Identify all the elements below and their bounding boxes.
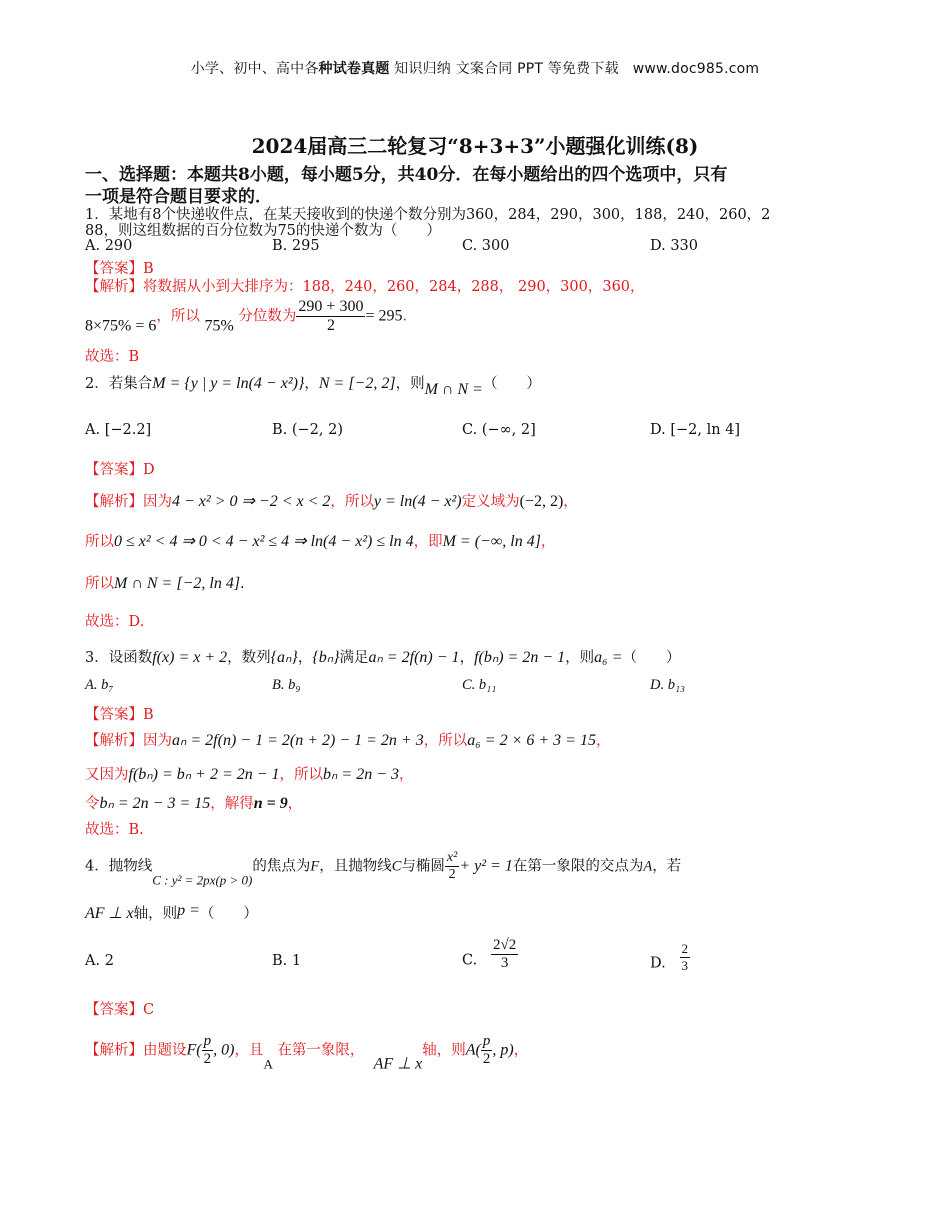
q1-option-a: A. 290 <box>85 238 133 254</box>
q2-comma: ， <box>304 376 319 392</box>
q2-a1-math3: (−2, 2) <box>519 493 564 510</box>
q2-option-a: A. [−2.2] <box>85 422 152 438</box>
answer-label: 【答案】 <box>85 707 143 723</box>
q1-pct-text: 分位数为 <box>238 308 297 325</box>
q4-optc-num: 2√2 <box>493 937 517 953</box>
q3-option-b: B. b₉ <box>272 677 301 693</box>
q4-line2-p: p = <box>177 902 200 919</box>
q4-stem-line2 <box>85 902 258 923</box>
q1-stem-line2: 88，则这组数据的百分位数为75的快递个数为（ ） <box>85 223 441 239</box>
q3-answer <box>85 703 154 724</box>
q4-F: F <box>310 858 320 875</box>
q4-stem-b: 的焦点为 <box>252 858 311 875</box>
q4-A: A <box>643 858 653 875</box>
q1-end: ． <box>402 308 417 325</box>
q3-a2-end: ， <box>399 767 414 783</box>
q3-seq: ，数列 <box>227 650 271 666</box>
q4-ell-den: 2 <box>448 867 456 882</box>
q2-option-c: C. (−∞, 2] <box>462 422 536 438</box>
header-text-4: 文案合同 PPT 等免费下载 <box>450 61 619 77</box>
q3-a2-pre: 又因为 <box>85 767 129 783</box>
q3-a3-end: ， <box>287 796 303 812</box>
q3-option-d: D. b₁₃ <box>650 677 686 693</box>
q3-sat: 满足 <box>339 650 369 666</box>
q4-a1-pden: 2 <box>203 1051 212 1067</box>
q2-a2-math: 0 ≤ x² < 4 ⇒ 0 < 4 − x² ≤ 4 ⇒ ln(4 − x²) ≤ ln 4 <box>114 533 414 550</box>
q1-conclusion: 故选：B <box>85 349 140 365</box>
header-site-link[interactable]: www.doc985.com <box>632 61 760 77</box>
q2-stem <box>85 372 541 399</box>
q3-a1-math2: a₆ = 2 × 6 + 3 = 15 <box>467 732 596 749</box>
q2-answer-value: D <box>143 462 155 478</box>
q4-a1-mid3: 轴，则 <box>422 1042 466 1059</box>
q1-option-b: B. 295 <box>272 238 320 254</box>
q4-C: C <box>391 858 402 875</box>
q2-a1-end: ， <box>563 494 578 510</box>
q2-analysis-line1 <box>85 490 578 511</box>
q4-a1-pnum: p <box>203 1033 212 1049</box>
q2-a2-pre: 所以 <box>85 534 114 550</box>
q3-a1-math: aₙ = 2f(n) − 1 = 2(n + 2) − 1 = 2n + 3 <box>172 732 424 749</box>
analysis-label: 【解析】 <box>85 1042 143 1059</box>
q4-line2-math: AF ⊥ x <box>85 905 134 922</box>
q4-curve: C : y² = 2px(p > 0) <box>152 872 253 888</box>
q1-frac-den: 2 <box>326 317 335 334</box>
q3-an: {aₙ} <box>270 649 298 666</box>
q1-pct: 75% <box>204 317 234 335</box>
q4-analysis-line1 <box>85 1033 528 1074</box>
page-header <box>0 58 950 78</box>
q4-a1-F: F( <box>186 1041 202 1059</box>
q3-option-a: A. b₇ <box>85 677 114 693</box>
q2-expr: M ∩ N = <box>424 381 483 398</box>
q4-answer <box>85 998 154 1019</box>
header-text-3: 知识归纳 <box>389 61 451 77</box>
q4-a1-pre: 由题设 <box>143 1042 187 1059</box>
q2-a2-math2: M = (−∞, ln 4] <box>442 533 541 550</box>
q3-a3-pre: 令 <box>85 796 100 812</box>
q1-result: = 295 <box>365 307 403 325</box>
analysis-label: 【解析】 <box>85 279 143 295</box>
q4-option-c-label: C. <box>462 952 478 969</box>
q3-a3-math: bₙ = 2n − 3 = 15 <box>99 795 211 812</box>
q4-stem-a: 4．抛物线 <box>85 858 153 875</box>
q2-a1-math2: y = ln(4 − x²) <box>373 493 462 510</box>
answer-label: 【答案】 <box>85 462 143 478</box>
q4-paren: （ ） <box>199 906 258 922</box>
q2-stem-text: 2．若集合 <box>85 376 153 392</box>
q2-a3-end: . <box>240 576 245 592</box>
q4-option-b: B. 1 <box>272 953 302 969</box>
q4-option-a: A. 2 <box>85 953 114 969</box>
q1-stem-line1: 1．某地有8个快递收件点，在某天接收到的快递个数分别为360，284，290，300，188，240，260，2 <box>85 207 771 223</box>
q4-a1-A2b: , p) <box>492 1041 514 1059</box>
q4-option-c-frac <box>491 937 518 972</box>
q2-a1-pre: 因为 <box>143 494 172 510</box>
q3-ask: a₆ = <box>594 649 623 666</box>
q4-stem-e: 在第一象限的交点为 <box>512 858 644 875</box>
answer-label: 【答案】 <box>85 1002 143 1018</box>
q3-a3-mid: ，解得 <box>210 796 254 812</box>
q4-a1-A2: A( <box>465 1041 481 1059</box>
q3-analysis-line1 <box>85 729 610 750</box>
q3-stem-text: 3．设函数 <box>85 650 153 666</box>
q2-set-n: N = [−2, 2] <box>318 375 396 392</box>
analysis-label: 【解析】 <box>85 733 143 749</box>
q3-sep2: ， <box>459 650 475 666</box>
q2-set-m: M = {y | y = ln(4 − x²)} <box>152 375 305 392</box>
q2-option-b: B. (−2, 2) <box>272 422 344 438</box>
q4-line2-a: 轴，则 <box>133 906 178 922</box>
q4-a1-end: ， <box>513 1042 529 1059</box>
q4-optc-den: 3 <box>500 955 509 971</box>
q3-a2-math: f(bₙ) = bₙ + 2 = 2n − 1 <box>128 766 280 783</box>
q4-a1-mid2: 在第一象限， <box>277 1042 365 1059</box>
q3-a1-end: ， <box>595 733 611 749</box>
q2-a3-pre: 所以 <box>85 576 114 592</box>
q4-a1-A: A <box>263 1056 273 1072</box>
q3-a2-math2: bₙ = 2n − 3 <box>323 766 400 783</box>
answer-label: 【答案】 <box>85 261 143 277</box>
q4-stem-c: ，且抛物线 <box>319 858 392 875</box>
q4-ell-rest: + y² = 1 <box>459 857 513 875</box>
analysis-label: 【解析】 <box>85 494 143 510</box>
q1-analysis-text: 将数据从小到大排序为：188，240，260，284，288， 290，300，360， <box>143 279 645 295</box>
q1-option-c: C. 300 <box>462 238 510 254</box>
q4-option-c <box>462 937 518 972</box>
q4-option-d-frac <box>680 941 691 974</box>
q4-option-d <box>650 941 690 974</box>
q4-answer-value: C <box>143 1002 155 1018</box>
q1-calc: 8×75% = 6 <box>85 317 157 335</box>
q4-option-d-label: D. <box>650 955 666 972</box>
q4-optd-den: 3 <box>681 958 689 973</box>
q4-optd-num: 2 <box>681 941 689 956</box>
q4-ell-num: x² <box>446 850 458 865</box>
q1-answer-value: B <box>143 261 154 277</box>
q4-stem-d: 与椭圆 <box>401 858 445 875</box>
q1-fraction <box>296 298 365 335</box>
header-text-1: 小学、初中、高中各 <box>190 61 319 77</box>
q3-sep: ， <box>297 650 313 666</box>
q2-a2-mid: ，即 <box>413 534 443 550</box>
q4-a1-F2: , 0) <box>213 1041 235 1059</box>
q2-conclusion: 故选：D. <box>85 614 145 630</box>
q3-stem <box>85 646 681 667</box>
q1-analysis-line2 <box>85 298 417 336</box>
section-heading-line1: 一、选择题：本题共8小题，每小题5分，共40分．在每小题给出的四个选项中，只有 <box>85 165 728 185</box>
q3-a1-pre: 因为 <box>143 733 172 749</box>
q2-a1-post: 定义域为 <box>461 494 520 510</box>
header-text-2: 种试卷真题 <box>318 61 390 77</box>
q3-paren: （ ） <box>622 650 681 666</box>
q2-then: ，则 <box>395 376 425 392</box>
q4-a1-mid: ，且 <box>234 1042 264 1059</box>
q4-a1-frac <box>202 1033 214 1068</box>
q3-a1-mid: ，所以 <box>423 733 468 749</box>
section-heading-line2: 一项是符合题目要求的． <box>85 187 272 207</box>
document-title: 2024届高三二轮复习“8+3+3”小题强化训练(8) <box>251 134 699 158</box>
q1-option-d: D. 330 <box>650 238 699 254</box>
q2-option-d: D. [−2, ln 4] <box>650 422 741 438</box>
q3-a2-mid: ，所以 <box>279 767 324 783</box>
q3-bn: {bₙ} <box>312 649 340 666</box>
q2-analysis-line3 <box>85 572 245 593</box>
q2-analysis-line2 <box>85 530 555 551</box>
q3-cond2: f(bₙ) = 2n − 1 <box>474 649 566 666</box>
q1-frac-num: 290 + 300 <box>298 298 364 315</box>
q3-a3-math2: n = 9 <box>253 795 288 812</box>
q2-a1-math: 4 − x² > 0 ⇒ −2 < x < 2 <box>172 493 331 510</box>
q2-a2-end: ， <box>540 534 556 550</box>
q3-f: f(x) = x + 2 <box>152 649 228 666</box>
q3-cond1: aₙ = 2f(n) − 1 <box>368 649 460 666</box>
q4-a1-pden2: 2 <box>482 1051 491 1067</box>
q4-ellipse-frac <box>445 850 459 883</box>
q3-option-c: C. b₁₁ <box>462 677 497 693</box>
q2-a3-math: M ∩ N = [−2, ln 4] <box>114 575 241 592</box>
q3-analysis-line3 <box>85 792 302 813</box>
q3-then: ，则 <box>565 650 595 666</box>
q4-a1-frac2 <box>481 1033 493 1068</box>
q4-a1-perp: AF ⊥ x <box>373 1055 423 1073</box>
q1-analysis-line1 <box>85 275 645 296</box>
q2-paren: （ ） <box>482 376 541 392</box>
q3-conclusion: 故选：B. <box>85 822 144 838</box>
q3-analysis-line2 <box>85 763 414 784</box>
q4-stem-line1 <box>85 850 681 889</box>
q4-a1-pnum2: p <box>482 1033 491 1049</box>
q2-answer <box>85 458 155 479</box>
q4-stem-f: ，若 <box>652 858 682 875</box>
q3-answer-value: B <box>143 707 154 723</box>
q1-so: ，所以 <box>156 308 200 325</box>
q2-a1-mid: ，所以 <box>330 494 374 510</box>
